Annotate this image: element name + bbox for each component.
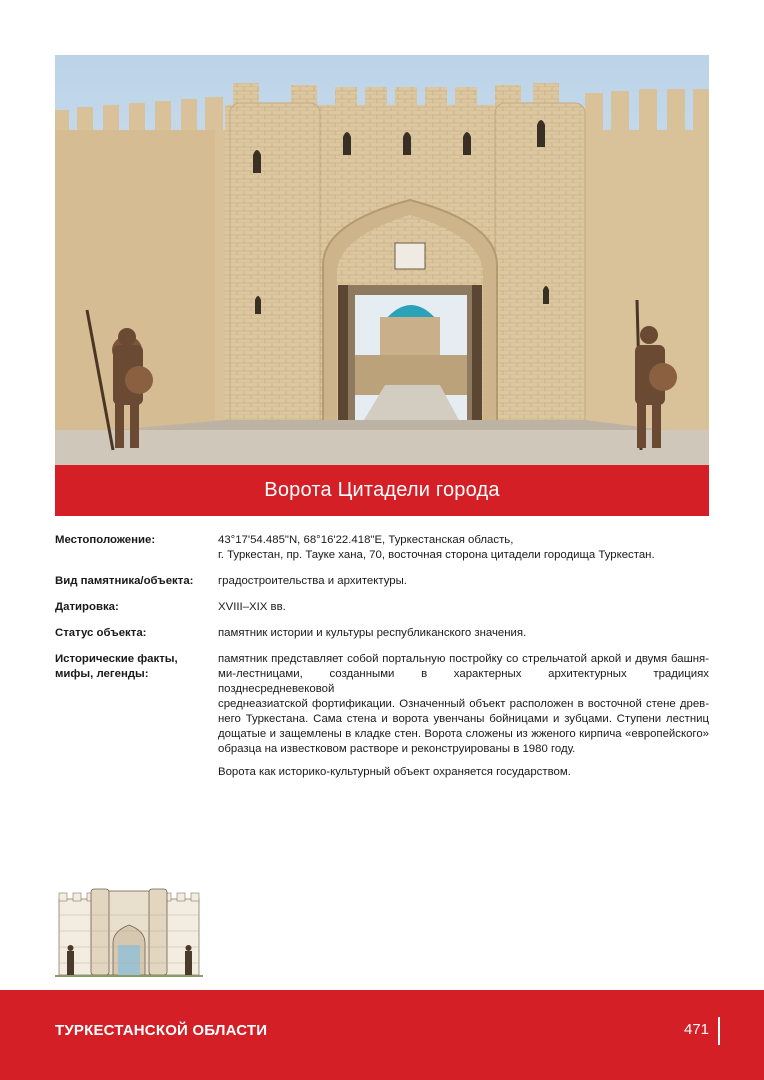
dating-row	[55, 600, 709, 615]
history-label	[55, 652, 215, 682]
history-line: памятник представляет собой портальную постройку со стрельчатой аркой и двумя башня-	[218, 653, 709, 665]
history-line: него Туркестана. Сама стена и ворота увенчаны бойницами и зубцами. Ступени лестниц	[218, 713, 709, 725]
status-value: памятник истории и культуры республиканского значения.	[218, 627, 527, 639]
history-text	[218, 652, 709, 780]
history-line: ми-лестницами, созданными в характерных архитектурных традициях позднесредневековой	[218, 668, 709, 695]
history-line: дощатые и защемлены в кладке стен. Ворота сложены из жженого кирпича «европейского»	[218, 728, 709, 740]
type-row	[55, 574, 709, 589]
status-label: Статус объекта:	[55, 627, 147, 639]
dating-value: XVIII–XIX вв.	[218, 601, 286, 613]
type-value: градостроительства и архитектуры.	[218, 575, 407, 587]
location-line-2: г. Туркестан, пр. Тауке хана, 70, восточная сторона цитадели городища Туркестан.	[218, 549, 655, 561]
gate-sketch-illustration	[55, 885, 203, 980]
gate-photo	[55, 55, 709, 465]
location-row	[55, 533, 709, 563]
location-value	[218, 533, 709, 563]
dating-label: Датировка:	[55, 601, 119, 613]
page-number: 471	[683, 1021, 709, 1038]
status-row	[55, 626, 709, 641]
history-line: среднеазиатской фортификации. Означенный объект расположен в восточной стене древ-	[218, 698, 709, 710]
location-label: Местоположение:	[55, 534, 156, 546]
monument-title	[55, 465, 709, 516]
history-label-line-2: мифы, легенды:	[55, 668, 149, 680]
location-line-1: 43°17'54.485"N, 68°16'22.418"E, Туркестанская область,	[218, 534, 514, 546]
monument-title-text: Ворота Цитадели города	[264, 479, 500, 501]
history-note: Ворота как историко-культурный объект охраняется государством.	[218, 766, 571, 778]
footer-region: ТУРКЕСТАНСКОЙ ОБЛАСТИ	[55, 1022, 268, 1039]
footer-band	[0, 990, 764, 1080]
history-line: образца на известковом растворе и реконструированы в 1980 году.	[218, 743, 576, 755]
info-table	[55, 533, 709, 780]
history-label-line-1: Исторические факты,	[55, 653, 178, 665]
type-label: Вид памятника/объекта:	[55, 575, 194, 587]
page-divider	[718, 1017, 720, 1045]
history-row	[55, 652, 709, 780]
